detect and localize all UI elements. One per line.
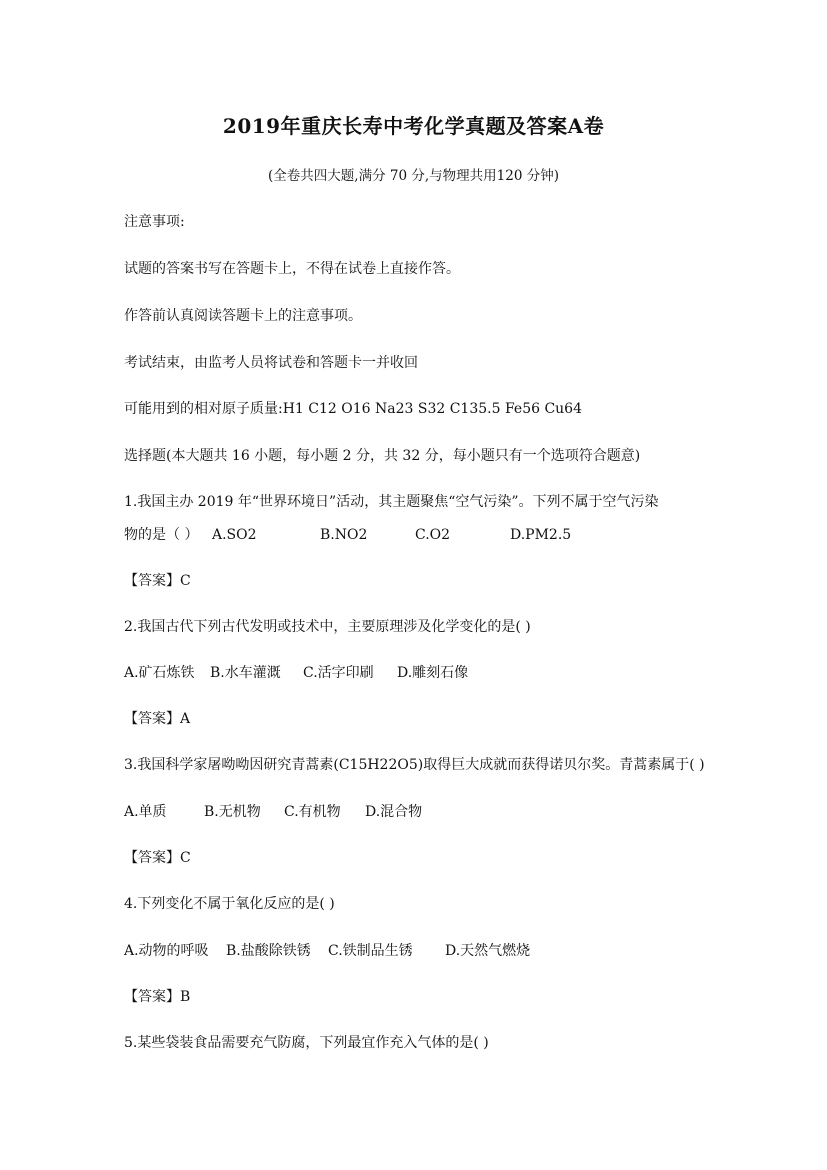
question-1-stem: 1.我国主办 2019 年“世界环境日”活动，其主题聚焦“空气污染”。下列不属于空气污染 xyxy=(124,494,659,510)
question-3-option-c: C.有机物 xyxy=(284,804,341,820)
question-2-option-b: B.水车灌溉 xyxy=(210,665,281,681)
question-2-option-c: C.活字印刷 xyxy=(303,665,374,681)
exam-info: (全卷共四大题,满分 70 分,与物理共用120 分钟) xyxy=(268,168,559,184)
question-1-answer: 【答案】C xyxy=(124,573,191,589)
question-4-option-b: B.盐酸除铁锈 xyxy=(226,943,311,959)
question-3-answer: 【答案】C xyxy=(124,850,191,866)
question-4-option-c: C.铁制品生锈 xyxy=(328,943,413,959)
question-2-options-line xyxy=(124,662,468,682)
question-3-option-d: D.混合物 xyxy=(365,804,423,820)
note-item: 试题的答案书写在答题卡上，不得在试卷上直接作答。 xyxy=(124,261,460,277)
question-2-answer: 【答案】A xyxy=(124,711,191,727)
question-1-option-a: A.SO2 xyxy=(212,527,257,543)
question-4-options-line xyxy=(124,940,530,960)
question-1-option-c: C.O2 xyxy=(415,527,451,543)
question-3-option-a: A.单质 xyxy=(124,804,167,820)
question-3-stem: 3.我国科学家屠呦呦因研究青蒿素(C15H22O5)取得巨大成就而获得诺贝尔奖。青蒿素属于( ) xyxy=(124,757,705,773)
question-4-stem: 4.下列变化不属于氧化反应的是( ) xyxy=(124,896,335,912)
question-4-option-d: D.天然气燃烧 xyxy=(445,943,531,959)
question-1-option-b: B.NO2 xyxy=(320,527,368,543)
question-2-option-a: A.矿石炼铁 xyxy=(124,665,195,681)
section-heading: 选择题(本大题共 16 小题，每小题 2 分，共 32 分，每小题只有一个选项符合题意) xyxy=(124,448,641,464)
note-item: 考试结束，由监考人员将试卷和答题卡一并收回 xyxy=(124,355,418,371)
question-1-option-d: D.PM2.5 xyxy=(510,527,572,543)
question-2-option-d: D.雕刻石像 xyxy=(397,665,469,681)
question-3-options-line xyxy=(124,801,422,821)
question-3-option-b: B.无机物 xyxy=(204,804,261,820)
question-4-option-a: A.动物的呼吸 xyxy=(124,943,209,959)
question-2-stem: 2.我国古代下列古代发明或技术中，主要原理涉及化学变化的是( ) xyxy=(124,619,531,635)
question-1-options-line xyxy=(124,524,571,544)
note-item: 作答前认真阅读答题卡上的注意事项。 xyxy=(124,308,362,324)
page-title: 2019年重庆长寿中考化学真题及答案A卷 xyxy=(222,114,605,138)
notes-heading: 注意事项: xyxy=(124,214,185,230)
question-5-stem: 5.某些袋装食品需要充气防腐，下列最宜作充入气体的是( ) xyxy=(124,1035,489,1051)
atomic-masses: 可能用到的相对原子质量:H1 C12 O16 Na23 S32 C135.5 Fe56 Cu64 xyxy=(124,401,583,417)
question-1-stem-end: 物的是（ ） xyxy=(124,527,199,543)
question-4-answer: 【答案】B xyxy=(124,989,191,1005)
